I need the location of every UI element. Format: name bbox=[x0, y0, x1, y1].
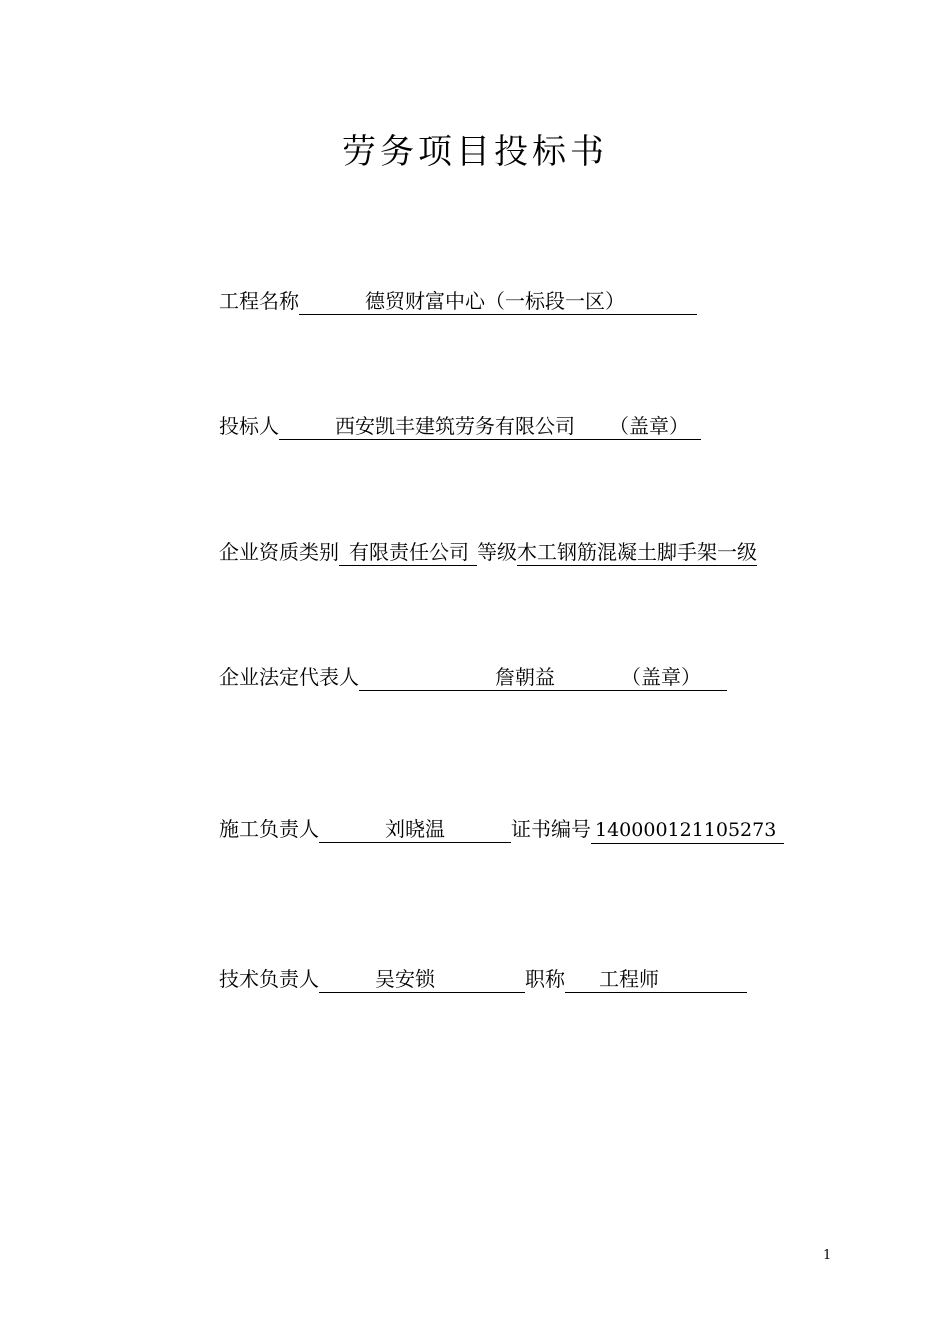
project-name-row bbox=[219, 286, 697, 316]
construction-lead-label: 施工负责人 bbox=[219, 817, 319, 841]
project-name-value: 德贸财富中心（一标段一区） bbox=[299, 288, 697, 315]
qualification-label: 企业资质类别 bbox=[219, 540, 339, 564]
construction-lead-row bbox=[219, 814, 784, 844]
technical-lead-value: 吴安锁 bbox=[319, 966, 525, 993]
grade-value: 木工钢筋混凝土脚手架一级 bbox=[517, 540, 757, 564]
bidder-value: 西安凯丰建筑劳务有限公司 （盖章） bbox=[279, 413, 701, 440]
legal-rep-value: 詹朝益 （盖章） bbox=[359, 664, 727, 691]
construction-lead-value: 刘晓温 bbox=[319, 816, 511, 843]
technical-lead-row bbox=[219, 964, 747, 994]
legal-rep-row bbox=[219, 662, 727, 692]
document-title: 劳务项目投标书 bbox=[342, 132, 608, 172]
qualification-value: 有限责任公司 bbox=[339, 539, 477, 566]
qualification-row bbox=[219, 537, 757, 567]
cert-value: 140000121105273 bbox=[591, 817, 784, 844]
cert-label: 证书编号 bbox=[511, 817, 591, 841]
legal-rep-label: 企业法定代表人 bbox=[219, 665, 359, 689]
technical-lead-label: 技术负责人 bbox=[219, 967, 319, 991]
legal-rep-seal: （盖章） bbox=[621, 665, 701, 689]
job-title-label: 职称 bbox=[525, 967, 565, 991]
bidder-label: 投标人 bbox=[219, 414, 279, 438]
grade-label: 等级 bbox=[477, 540, 517, 564]
page-number: 1 bbox=[823, 1248, 832, 1263]
project-name-label: 工程名称 bbox=[219, 289, 299, 313]
bidder-row bbox=[219, 411, 701, 441]
bidder-seal: （盖章） bbox=[609, 414, 689, 438]
job-title-value: 工程师 bbox=[565, 966, 747, 993]
